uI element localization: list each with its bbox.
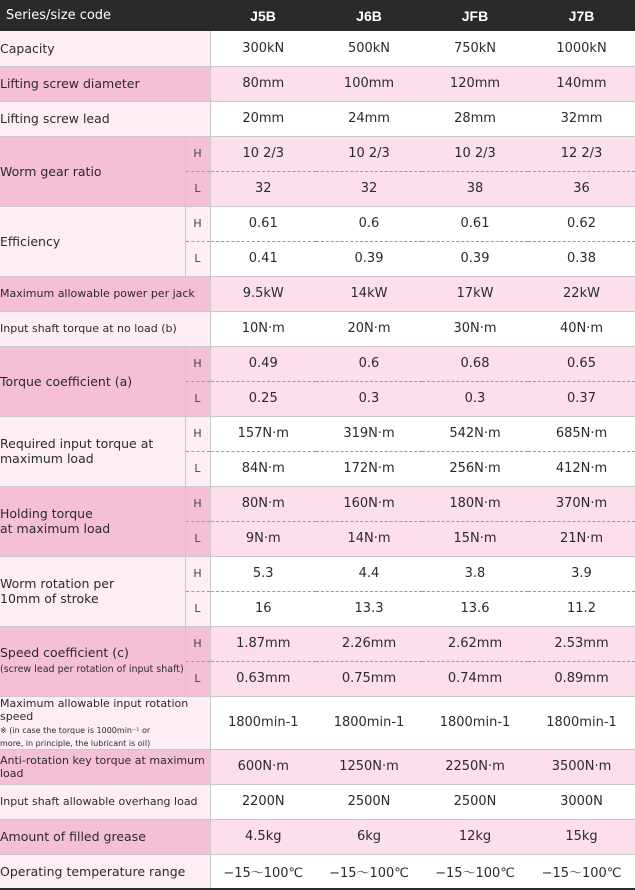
cell-value: 22kW <box>528 276 635 311</box>
row-max-power <box>0 276 635 311</box>
cell-value: 0.39 <box>422 241 528 276</box>
row-label-line: 10mm of stroke <box>0 591 99 606</box>
row-label: Capacity <box>0 31 210 66</box>
row-label: Input shaft torque at no load (b) <box>0 311 210 346</box>
cell-value: 1800min-1 <box>528 696 635 749</box>
cell-value: 542N·m <box>422 416 528 451</box>
l-label: L <box>185 521 210 556</box>
header-model: J5B <box>250 7 276 24</box>
cell-value: 0.61 <box>422 206 528 241</box>
cell-value: 0.74mm <box>422 661 528 696</box>
row-efficiency-h <box>0 206 635 241</box>
cell-value: 10N·m <box>210 311 316 346</box>
cell-value: 12kg <box>422 819 528 854</box>
cell-value: 84N·m <box>210 451 316 486</box>
l-label: L <box>185 451 210 486</box>
cell-value: 80N·m <box>210 486 316 521</box>
cell-value: 4.5kg <box>210 819 316 854</box>
h-label: H <box>185 556 210 591</box>
cell-value: 100mm <box>316 66 422 101</box>
h-label: H <box>185 346 210 381</box>
cell-value: 0.89mm <box>528 661 635 696</box>
cell-value: 14kW <box>316 276 422 311</box>
cell-value: 10 2/3 <box>316 136 422 171</box>
header-row <box>0 0 635 31</box>
row-label-line: Maximum allowable input rotation speed <box>0 696 189 723</box>
cell-value: 20mm <box>210 101 316 136</box>
row-label-line: Holding torque <box>0 506 93 521</box>
row-label-line: Speed coefficient (c) <box>0 645 129 660</box>
cell-value: 11.2 <box>528 591 635 626</box>
l-label: L <box>185 591 210 626</box>
row-label <box>0 416 185 486</box>
cell-value: 3500N·m <box>528 749 635 784</box>
row-label <box>0 626 185 696</box>
cell-value: 0.3 <box>422 381 528 416</box>
cell-value: 300kN <box>210 31 316 66</box>
cell-value: 80mm <box>210 66 316 101</box>
row-label: Input shaft allowable overhang load <box>0 784 210 819</box>
row-holding-torque-h <box>0 486 635 521</box>
cell-value: 2500N <box>316 784 422 819</box>
cell-value: −15〜100℃ <box>210 854 316 889</box>
cell-value: 0.25 <box>210 381 316 416</box>
row-overhang <box>0 784 635 819</box>
cell-value: 20N·m <box>316 311 422 346</box>
cell-value: 14N·m <box>316 521 422 556</box>
cell-value: 3.8 <box>422 556 528 591</box>
row-temperature <box>0 854 635 889</box>
cell-value: 3000N <box>528 784 635 819</box>
header-model: J7B <box>568 7 595 24</box>
cell-value: 0.3 <box>316 381 422 416</box>
cell-value: 0.68 <box>422 346 528 381</box>
row-label-line: at maximum load <box>0 521 111 536</box>
row-label-line: maximum load <box>0 451 94 466</box>
cell-value: 256N·m <box>422 451 528 486</box>
cell-value: 0.41 <box>210 241 316 276</box>
h-label: H <box>185 206 210 241</box>
cell-value: 3.9 <box>528 556 635 591</box>
cell-value: 6kg <box>316 819 422 854</box>
row-worm-ratio-h <box>0 136 635 171</box>
cell-value: 24mm <box>316 101 422 136</box>
cell-value: 370N·m <box>528 486 635 521</box>
cell-value: −15〜100℃ <box>528 854 635 889</box>
cell-value: 5.3 <box>210 556 316 591</box>
row-label-line: Required input torque at <box>0 436 154 451</box>
cell-value: 0.39 <box>316 241 422 276</box>
cell-value: 4.4 <box>316 556 422 591</box>
cell-value: 15N·m <box>422 521 528 556</box>
row-label: Anti-rotation key torque at maximum load <box>0 749 210 784</box>
row-label-line: Worm rotation per <box>0 576 115 591</box>
cell-value: 120mm <box>422 66 528 101</box>
l-label: L <box>185 241 210 276</box>
cell-value: 0.63mm <box>210 661 316 696</box>
h-label: H <box>185 486 210 521</box>
cell-value: 9N·m <box>210 521 316 556</box>
cell-value: 0.75mm <box>316 661 422 696</box>
row-label: Worm gear ratio <box>0 136 185 206</box>
row-max-rotation <box>0 696 635 749</box>
l-label: L <box>185 171 210 206</box>
cell-value: 16 <box>210 591 316 626</box>
row-no-load-torque <box>0 311 635 346</box>
cell-value: 180N·m <box>422 486 528 521</box>
cell-value: 0.61 <box>210 206 316 241</box>
cell-value: 500kN <box>316 31 422 66</box>
l-label: L <box>185 661 210 696</box>
cell-value: 38 <box>422 171 528 206</box>
cell-value: 2500N <box>422 784 528 819</box>
row-label: Lifting screw diameter <box>0 66 210 101</box>
cell-value: 172N·m <box>316 451 422 486</box>
cell-value: 1000kN <box>528 31 635 66</box>
cell-value: 319N·m <box>316 416 422 451</box>
l-label: L <box>185 381 210 416</box>
cell-value: 0.62 <box>528 206 635 241</box>
row-label <box>0 486 185 556</box>
row-label: Efficiency <box>0 206 185 276</box>
row-anti-rotation <box>0 749 635 784</box>
row-capacity <box>0 31 635 66</box>
row-torque-coef-h <box>0 346 635 381</box>
cell-value: 32 <box>316 171 422 206</box>
cell-value: 1800min-1 <box>210 696 316 749</box>
row-screw-diameter <box>0 66 635 101</box>
cell-value: 10 2/3 <box>422 136 528 171</box>
h-label: H <box>185 136 210 171</box>
row-label: Maximum allowable power per jack <box>0 276 210 311</box>
cell-value: 1800min-1 <box>316 696 422 749</box>
cell-value: 9.5kW <box>210 276 316 311</box>
row-req-torque-h <box>0 416 635 451</box>
row-worm-rotation-h <box>0 556 635 591</box>
cell-value: 15kg <box>528 819 635 854</box>
cell-value: 2.53mm <box>528 626 635 661</box>
cell-value: 17kW <box>422 276 528 311</box>
row-speed-coef-h <box>0 626 635 661</box>
cell-value: 30N·m <box>422 311 528 346</box>
cell-value: 600N·m <box>210 749 316 784</box>
row-label <box>0 556 185 626</box>
header-model: J6B <box>356 7 382 24</box>
row-label: Torque coefficient (a) <box>0 346 185 416</box>
cell-value: 13.3 <box>316 591 422 626</box>
cell-value: 32 <box>210 171 316 206</box>
cell-value: 140mm <box>528 66 635 101</box>
cell-value: 32mm <box>528 101 635 136</box>
cell-value: 2200N <box>210 784 316 819</box>
cell-value: 685N·m <box>528 416 635 451</box>
row-label-note: ※ (in case the torque is 1000min⁻¹ or <box>0 725 151 735</box>
h-label: H <box>185 626 210 661</box>
cell-value: 160N·m <box>316 486 422 521</box>
cell-value: 2.26mm <box>316 626 422 661</box>
row-label: Lifting screw lead <box>0 101 210 136</box>
row-screw-lead <box>0 101 635 136</box>
cell-value: 28mm <box>422 101 528 136</box>
row-label: Operating temperature range <box>0 854 210 889</box>
header-label: Series/size code <box>6 8 112 23</box>
row-label: Amount of filled grease <box>0 819 210 854</box>
cell-value: 2.62mm <box>422 626 528 661</box>
cell-value: 0.65 <box>528 346 635 381</box>
header-model: JFB <box>461 7 489 24</box>
cell-value: 157N·m <box>210 416 316 451</box>
cell-value: 12 2/3 <box>528 136 635 171</box>
cell-value: 0.6 <box>316 206 422 241</box>
cell-value: 21N·m <box>528 521 635 556</box>
cell-value: 0.37 <box>528 381 635 416</box>
cell-value: 36 <box>528 171 635 206</box>
cell-value: 10 2/3 <box>210 136 316 171</box>
cell-value: 750kN <box>422 31 528 66</box>
cell-value: 0.38 <box>528 241 635 276</box>
cell-value: 13.6 <box>422 591 528 626</box>
row-label <box>0 696 210 749</box>
row-label-subtext: (screw lead per rotation of input shaft) <box>0 664 184 675</box>
cell-value: 1.87mm <box>210 626 316 661</box>
cell-value: 40N·m <box>528 311 635 346</box>
cell-value: 2250N·m <box>422 749 528 784</box>
row-label-note: more, in principle, the lubricant is oil) <box>0 738 151 748</box>
cell-value: −15〜100℃ <box>422 854 528 889</box>
cell-value: 412N·m <box>528 451 635 486</box>
cell-value: 1800min-1 <box>422 696 528 749</box>
cell-value: −15〜100℃ <box>316 854 422 889</box>
cell-value: 0.49 <box>210 346 316 381</box>
h-label: H <box>185 416 210 451</box>
cell-value: 1250N·m <box>316 749 422 784</box>
cell-value: 0.6 <box>316 346 422 381</box>
row-grease <box>0 819 635 854</box>
